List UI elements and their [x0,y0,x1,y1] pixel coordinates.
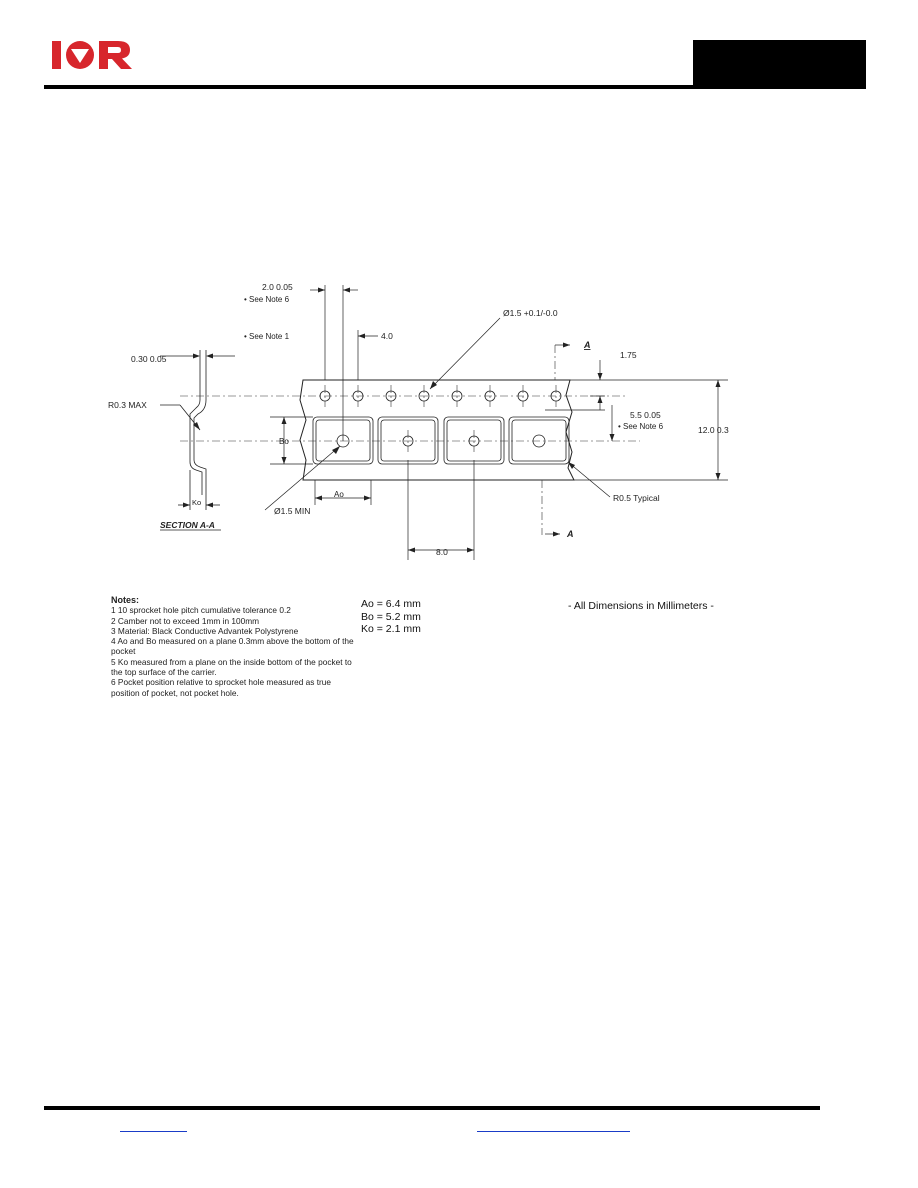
dim-ko: Ko = 2.1 mm [361,623,421,635]
notes-title: Notes: [111,595,140,605]
label-ao: Ao [334,490,344,499]
label-radius-max: R0.3 MAX [108,400,147,410]
label-pocket-hole-min: Ø1.5 MIN [274,506,311,516]
label-ko: Ko [192,498,202,507]
label-hole-dia: Ø1.5 +0.1/-0.0 [503,308,558,318]
notes-block [111,595,356,698]
note-item: 6 Pocket position relative to sprocket hole measured as true position of pocket, not pocket hole. [111,677,331,698]
footer-link-right[interactable] [477,1131,630,1132]
label-edge-175: 1.75 [620,350,637,360]
note-item: 5 Ko measured from a plane on the inside bottom of the pocket to the top surface of the carrier. [111,656,352,678]
note-item: 1 10 sprocket hole pitch cumulative tolerance 0.2 [111,605,291,616]
label-pitch-2: 2.0 0.05 [262,282,293,292]
label-see-note1: • See Note 1 [244,332,290,341]
label-see-note6-right: • See Note 6 [618,422,664,431]
label-see-note6-top: • See Note 6 [244,295,290,304]
label-center-55: 5.5 0.05 [630,410,661,420]
dim-ao: Ao = 6.4 mm [361,598,421,610]
label-bo: Bo [279,437,289,446]
note-item: 3 Material: Black Conductive Advantek Polystyrene [111,625,299,636]
label-section-a-bottom: A [567,529,574,539]
label-pocket-pitch-8: 8.0 [436,547,448,557]
units-note: - All Dimensions in Millimeters - [568,600,714,612]
label-section-a-top: A [584,340,591,350]
label-width-12: 12.0 0.3 [698,425,729,435]
footer-rule [44,1106,820,1110]
note-item: 2 Camber not to exceed 1mm in 100mm [111,615,260,626]
footer-link-left[interactable] [120,1131,187,1132]
label-pitch-4: 4.0 [381,331,393,341]
note-item: 4 Ao and Bo measured on a plane 0.3mm above the bottom of the pocket [111,636,354,657]
label-radius-typical: R0.5 Typical [613,493,660,503]
pocket-dimensions [361,598,421,636]
label-thickness: 0.30 0.05 [131,354,167,364]
section-title: SECTION A-A [160,520,215,530]
dim-bo: Bo = 5.2 mm [361,610,421,623]
